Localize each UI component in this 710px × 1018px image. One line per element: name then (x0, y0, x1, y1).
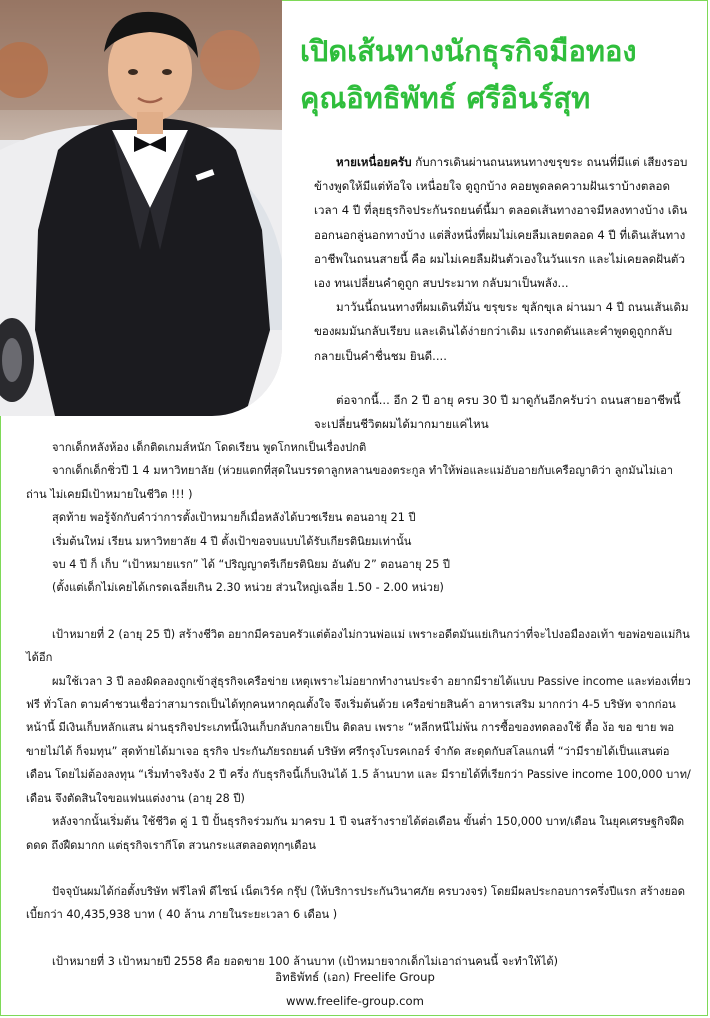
goal2-paragraph-1: เป้าหมายที่ 2 (อายุ 25 ปี) สร้างชีวิต อยากมีครอบครัวแต่ต้องไม่กวนพ่อแม่ เพราะอดีตมันแย่เกินกว่าที่จะไปงอมืองอเท้า ขอพ่อขอแม่กินได้อีก (26, 627, 690, 665)
intro-paragraph-1 (314, 150, 692, 295)
signature-block (0, 965, 710, 1013)
spacer (26, 927, 692, 950)
spacer (26, 600, 692, 623)
intro-paragraph-3: ต่อจากนี้... อีก 2 ปี อายุ ครบ 30 ปี มาดูกันอีกครับว่า ถนนสายอาชีพนี้จะเปลี่ยนชีวิตผมได้มากมายแค่ไหน (314, 392, 681, 432)
story-line-5: จบ 4 ปี ก็ เก็บ “เป้าหมายแรก” ได้ “ปริญญาตรีเกียรตินิยม อันดับ 2” ตอนอายุ 25 ปี (52, 558, 450, 572)
story-line-3: สุดท้าย พอรู้จักกับคำว่าการตั้งเป้าหมายก็เมื่อหลังได้บวชเรียน ตอนอายุ 21 ปี (52, 511, 416, 525)
portrait-photo (0, 0, 282, 416)
intro-paragraph-2: มาวันนี้ถนนทางที่ผมเดินที่มัน ขรุขระ ขุลักขุเล ผ่านมา 4 ปี ถนนเส้นเดิม ของผมมันกลับเรียบ และเดินได้ง่ายกว่าเดิม แรงกดดันและคำพูดดูถูกกลับกลายเป็นคำชื่นชม ยินดี.... (314, 300, 689, 363)
website-link[interactable]: www.freelife-group.com (286, 994, 424, 1008)
intro-text-1: กับการเดินผ่านถนนหนทางขรุขระ ถนนที่มีแต่ เสียงรอบข้างพูดให้มีแต่ท้อใจ เหนื่อยใจ ดูถูกบ้าง คอยพูดลดความฝันเราบ้างตลอดเวลา 4 ปี ที่ลุยธุรกิจประกันรถยนต์นี้มา ตลอดเส้นทางอาจมีหลงทางบ้าง เดินออกนอกลู่นอกทางบ้าง แต่สิ่งหนึ่งที่ผมไม่เคยลืมเลยตลอด 4 ปี ที่เดินเส้นทางอาชีพในถนนสายนี้ คือ ผมไม่เคยลืมฝันตัวเองในวันแรก และไม่เคยลดฝันตัวเอง ทนเปลี่ยนคำดูถูก สบประมาท กลับมาเป็นพลัง... (314, 155, 688, 291)
story-line-6: (ตั้งแต่เด็กไม่เคยได้เกรดเฉลี่ยเกิน 2.30 หน่วย ส่วนใหญ่เฉลี่ย 1.50 - 2.00 หน่วย) (52, 581, 444, 595)
goal3-paragraph: เป้าหมายที่ 3 เป้าหมายปี 2558 คือ ยอดขาย 100 ล้านบาท (เป้าหมายจากเด็กไม่เอาถ่านคนนี้ จะทำให้ได้) (52, 954, 559, 968)
headline (300, 28, 705, 122)
goal2-paragraph-2: ผมใช้เวลา 3 ปี ลองผิดลองถูกเข้าสู่ธุรกิจเครือข่าย เหตุเพราะไม่อยากทำงานประจำ อยากมีรายได้แบบ Passive income และท่องเที่ยวฟรี ทั่วโลก ตามคำชวนเชื่อว่าสามารถเป็นได้ทุกคนหากคุณตั้งใจ จึงเริ่มต้นด้วย เครือข่ายสินค้า อาหารเสริม มากกว่า 4-5 บริษัท จากก่อนหน้านี้ มีเงินเก็บหลักแสน ผ่านธุรกิจประเภทนี้เงินเก็บกลับกลายเป็น ติดลบ เพราะ “หลีกหนีไม่พ้น การซื้อของทดลองใช้ ตื้อ ง้อ ขอ ขาย พอขายไม่ได้ ก็จมทุน” สุดท้ายได้มาเจอ ธุรกิจ ประกันภัยรถยนต์ บริษัท ศรีกรุงโบรคเกอร์ จำกัด สะดุดกับสโลแกนที่ “ว่ามีรายได้เป็นแสนต่อเดือน โดยไม่ต้องลงทุน “เริ่มทำจริงจัง 2 ปี ครึ่ง กับธุรกิจนี้เก็บเงินได้ 1.5 ล้านบาท และ มีรายได้ที่เรียกว่า Passive income 100,000 บาท/เดือน จึงตัดสินใจขอแฟนแต่งงาน (อายุ 28 ปี) (26, 674, 691, 805)
intro-lead: หายเหนื่อยครับ (336, 155, 412, 169)
intro-section (314, 150, 692, 436)
current-company-paragraph: ปัจจุบันผมได้ก่อตั้งบริษัท ฟรีไลฟ์ ดีไซน์ เน็ตเวิร์ค กรุ๊ป (ให้บริการประกันวินาศภัย ครบวงจร) โดยมีผลประกอบการครึ่งปีแรก สร้างยอดเบี้ยกว่า 40,435,938 บาท ( 40 ล้าน ภายในระยะเวลา 6 เดือน ) (26, 884, 685, 922)
story-line-4: เริ่มต้นใหม่ เรียน มหาวิทยาลัย 4 ปี ตั้งเป้าขอจบแบบได้รับเกียรตินิยมเท่านั้น (52, 534, 412, 548)
spacer (314, 368, 692, 388)
story-line-2: จากเด็กเด็กชิ่วปี 1 4 มหาวิทยาลัย (ห่วยแตกที่สุดในบรรดาลูกหลานของตระกูล ทำให้พ่อและแม่อับอายกับเครือญาติว่า ลูกมันไม่เอาถ่าน ไม่เคยมีเป้าหมายในชีวิต !!! ) (26, 464, 674, 501)
headline-line-2: คุณอิทธิพัทธ์ ศรีอินร์สุท (300, 81, 591, 115)
signature-name: อิทธิพัทธ์ (เอก) Freelife Group (275, 970, 435, 984)
story-section (26, 436, 692, 973)
story-line-1: จากเด็กหลังห้อง เด็กติดเกมส์หนัก โดดเรียน พูดโกหกเป็นเรื่องปกติ (52, 441, 367, 454)
headline-line-1: เปิดเส้นทางนักธุรกิจมือทอง (300, 34, 637, 68)
spacer (26, 857, 692, 880)
goal2-paragraph-3: หลังจากนั้นเริ่มต้น ใช้ชีวิต คู่ 1 ปี ปั้นธุรกิจร่วมกัน มาครบ 1 ปี จนสร้างรายได้ต่อเดือน ขั้นต่ำ 150,000 บาท/เดือน ในยุคเศรษฐกิจฝืดดดด ถึงฝืดมากก แต่ธุรกิจเรากีโต สวนกระแสตลอดทุกๆเดือน (26, 815, 685, 852)
